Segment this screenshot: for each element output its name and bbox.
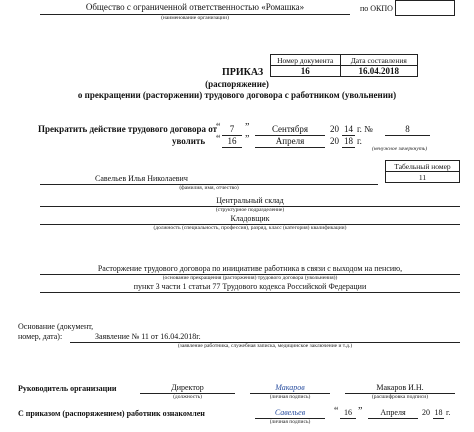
dismiss-year-suffix: г. — [357, 136, 362, 146]
tab-number-header: Табельный номер — [386, 161, 460, 172]
head-label: Руководитель организации — [18, 384, 117, 393]
ack-year: 18 — [434, 408, 443, 417]
head-decoding: Макаров И.Н. — [376, 383, 424, 392]
basis-label-1: Основание (документ, — [18, 322, 94, 331]
terminate-month: Сентября — [271, 124, 309, 134]
head-signature-caption: (личная подпись) — [269, 394, 311, 400]
grounds-line1: Расторжение трудового договора по инициативе работника в связи с выходом на пенсию, — [97, 264, 403, 273]
dismiss-month-line — [255, 147, 325, 148]
ack-year-line — [433, 418, 444, 419]
employee-name: Савельев Илья Николаевич — [95, 174, 188, 183]
grounds-caption: (основание прекращения (расторжения) трудового договора (увольнения)) — [162, 275, 338, 281]
basis-value: Заявление № 11 от 16.04.2018г. — [95, 332, 201, 341]
employee-department-caption: (структурное подразделение) — [215, 207, 285, 213]
terminate-number-line — [385, 135, 430, 136]
ack-quote-close: ” — [358, 406, 363, 417]
terminate-quote-close: ” — [245, 122, 250, 133]
ack-day: 16 — [344, 408, 352, 417]
ack-signature-caption: (личная подпись) — [269, 419, 311, 425]
dismiss-year: 18 — [344, 136, 353, 146]
order-title: ПРИКАЗ — [222, 67, 264, 78]
grounds-line2-underline — [40, 292, 460, 293]
tab-number-value: 11 — [386, 172, 460, 183]
basis-label-2: номер, дата): — [18, 332, 63, 341]
ack-year-suffix: г. — [446, 408, 451, 417]
terminate-year-prefix: 20 — [330, 124, 339, 134]
terminate-year: 14 — [344, 124, 353, 134]
terminate-label: Прекратить действие трудового договора от — [38, 124, 218, 134]
dismiss-day-line — [222, 147, 242, 148]
terminate-number: 8 — [405, 124, 410, 134]
order-subtitle: (распоряжение) — [205, 79, 269, 89]
terminate-quote-open: “ — [216, 122, 221, 133]
employee-position-caption: (должность (специальность, профессия), разряд, класс (категория) квалификации) — [153, 225, 347, 231]
head-position-caption: (должность) — [173, 394, 202, 400]
head-decoding-caption: (расшифровка подписи) — [371, 394, 429, 400]
strike-caption: (ненужное зачеркнуть) — [372, 146, 428, 152]
doc-number-table — [270, 54, 418, 77]
okpo-label: по ОКПО — [360, 4, 393, 13]
ack-year-prefix: 20 — [422, 408, 430, 417]
ack-month-line — [368, 418, 418, 419]
terminate-day: 7 — [229, 124, 235, 134]
employee-name-caption: (фамилия, имя, отчество) — [179, 185, 239, 191]
grounds-line2: пункт 3 части 1 статьи 77 Трудового кодекса Российской Федерации — [133, 282, 367, 291]
employee-department: Центральный склад — [216, 196, 284, 205]
ack-quote-open: “ — [334, 406, 339, 417]
ack-day-line — [340, 418, 356, 419]
ack-month: Апреля — [380, 408, 406, 417]
org-name: Общество с ограниченной ответственностью «Ромашка» — [85, 2, 305, 12]
ack-label: С приказом (распоряжением) работник ознакомлен — [18, 409, 205, 418]
org-caption: (наименование организации) — [161, 15, 229, 21]
dismiss-quote-close: ” — [245, 134, 250, 145]
dismiss-month: Апреля — [275, 136, 305, 146]
head-signature: Макаров — [275, 383, 305, 392]
terminate-year-suffix: г. № — [357, 124, 373, 134]
tab-number-table — [385, 160, 460, 183]
doc-date-value: 16.04.2018 — [340, 66, 418, 77]
basis-caption: (заявление работника, служебная записка, медицинское заключение и т.д.) — [177, 343, 353, 349]
ack-signature: Савельев — [274, 408, 306, 417]
dismiss-year-prefix: 20 — [330, 136, 339, 146]
doc-number-header: Номер документа — [271, 55, 341, 66]
dismiss-label: уволить — [172, 136, 206, 146]
dismiss-year-line — [342, 147, 355, 148]
okpo-box[interactable] — [395, 0, 455, 16]
dismiss-day: 16 — [227, 136, 237, 146]
dismiss-quote-open: “ — [216, 134, 221, 145]
doc-date-header: Дата составления — [340, 55, 418, 66]
head-position: Директор — [171, 383, 204, 392]
doc-number-value: 16 — [271, 66, 341, 77]
employee-position: Кладовщик — [230, 214, 270, 223]
order-subject: о прекращении (расторжении) трудового договора с работником (увольнении) — [77, 90, 397, 100]
